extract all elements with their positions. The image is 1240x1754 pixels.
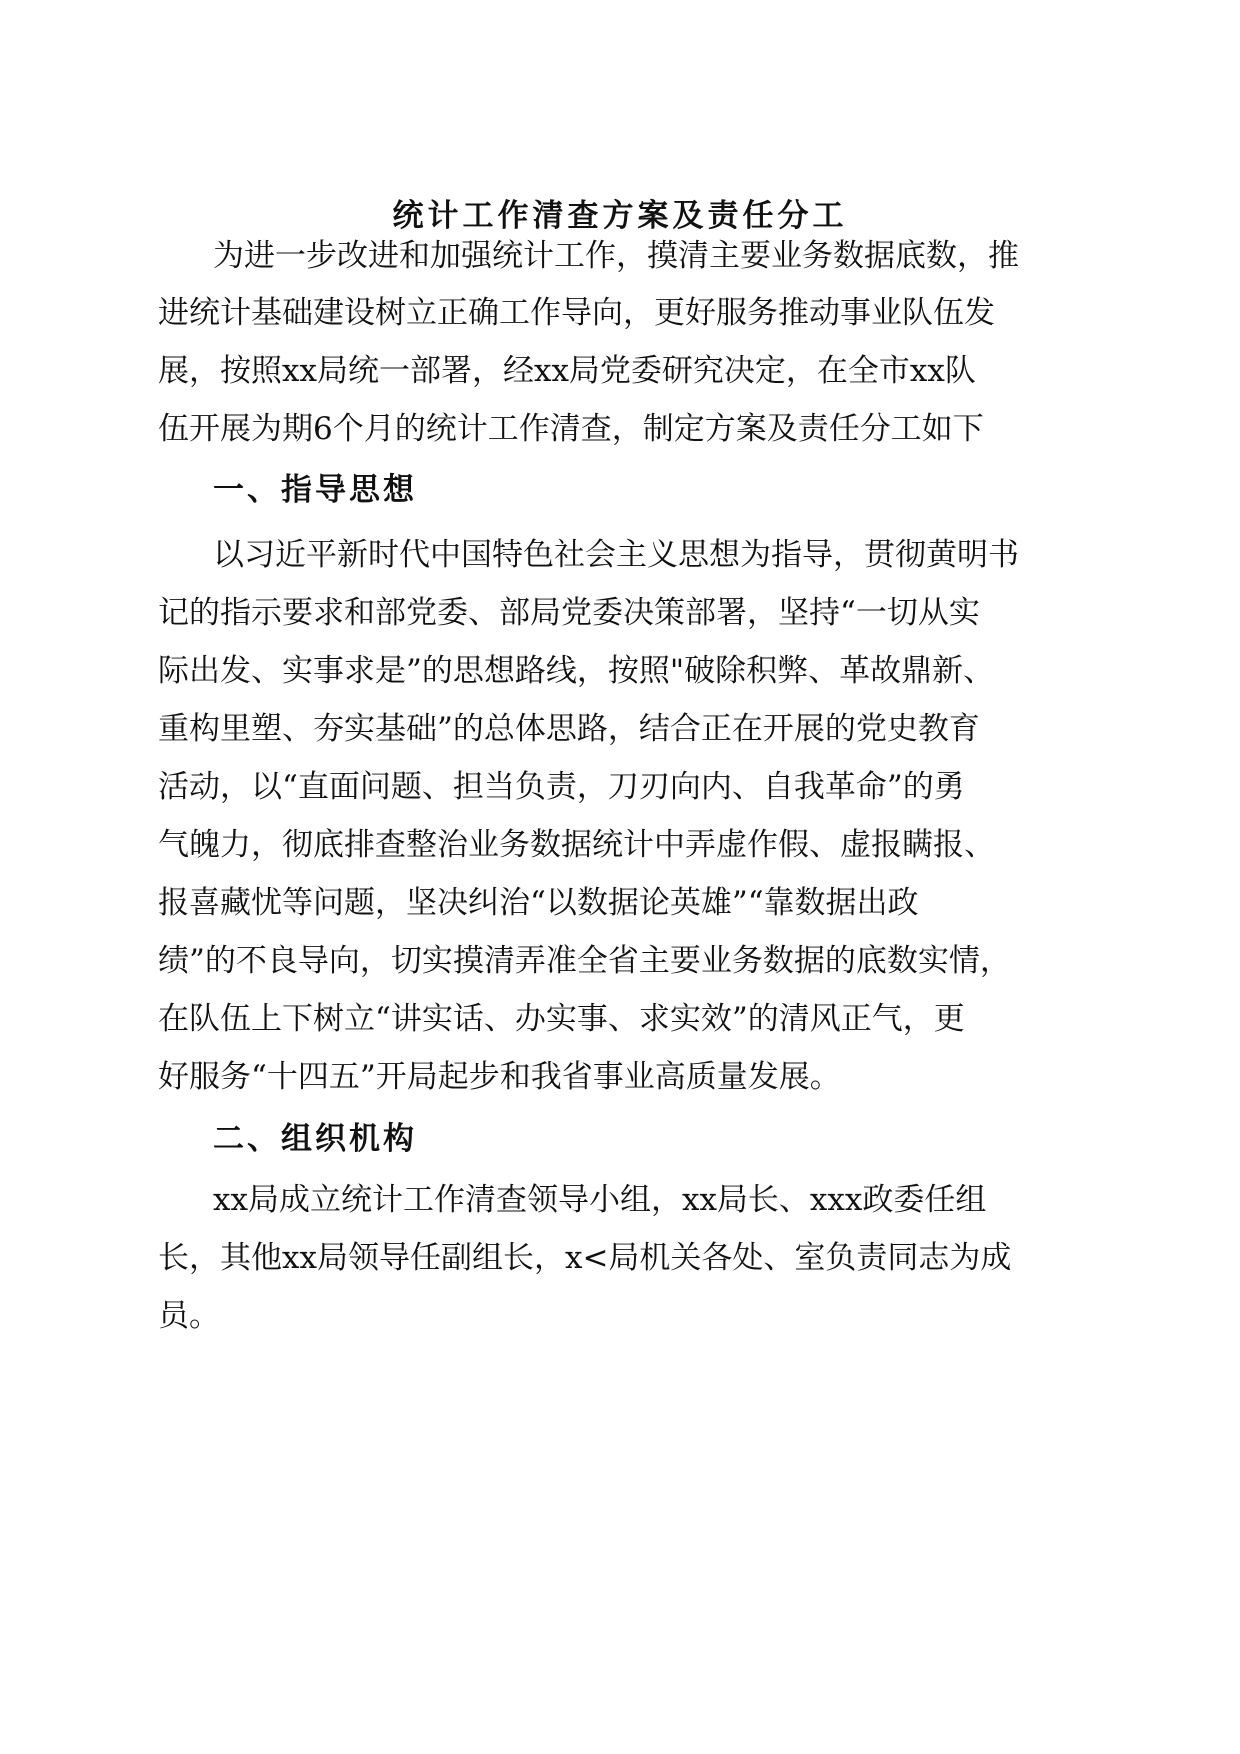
section2-line: xx局成立统计工作清查领导小组，xx局长、xxx政委任组 bbox=[213, 1182, 987, 1218]
section-heading-guiding-thought: 一、指导思想 bbox=[213, 472, 417, 508]
intro-line: 为进一步改进和加强统计工作，摸清主要业务数据底数，推 bbox=[213, 238, 1019, 274]
section1-line: 以习近平新时代中国特色社会主义思想为指导，贯彻黄明书 bbox=[213, 537, 1019, 573]
section1-line: 际出发、实事求是”的思想路线，按照"破除积弊、革故鼎新、 bbox=[158, 653, 995, 689]
intro-line: 进统计基础建设树立正确工作导向，更好服务推动事业队伍发 bbox=[158, 295, 995, 331]
section1-line: 绩”的不良导向，切实摸清弄准全省主要业务数据的底数实情， bbox=[158, 943, 1011, 979]
section1-line: 记的指示要求和部党委、部局党委决策部署，坚持“一切从实 bbox=[158, 595, 980, 631]
intro-line: 伍开展为期6个月的统计工作清查，制定方案及责任分工如下 bbox=[158, 411, 984, 447]
page-title: 统计工作清查方案及责任分工 bbox=[392, 198, 848, 234]
section2-line: 员。 bbox=[158, 1298, 220, 1334]
section-heading-organization: 二、组织机构 bbox=[213, 1121, 417, 1157]
section1-line: 在队伍上下树立“讲实话、办实事、求实效”的清风正气，更 bbox=[158, 1001, 965, 1037]
section1-line: 报喜藏忧等问题，坚决纠治“以数据论英雄”“靠数据出政 bbox=[158, 885, 919, 921]
section1-line: 好服务“十四五”开局起步和我省事业高质量发展。 bbox=[158, 1059, 841, 1095]
intro-line: 展，按照xx局统一部署，经xx局党委研究决定，在全市xx队 bbox=[158, 353, 976, 389]
section1-line: 活动，以“直面问题、担当负责，刀刃向内、自我革命”的勇 bbox=[158, 769, 965, 805]
section2-line: 长，其他xx局领导任副组长，x<局机关各处、室负责同志为成 bbox=[158, 1240, 1012, 1276]
section1-line: 重构里塑、夯实基础”的总体思路，结合正在开展的党史教育 bbox=[158, 711, 980, 747]
section1-line: 气魄力，彻底排查整治业务数据统计中弄虚作假、虚报瞒报、 bbox=[158, 827, 995, 863]
